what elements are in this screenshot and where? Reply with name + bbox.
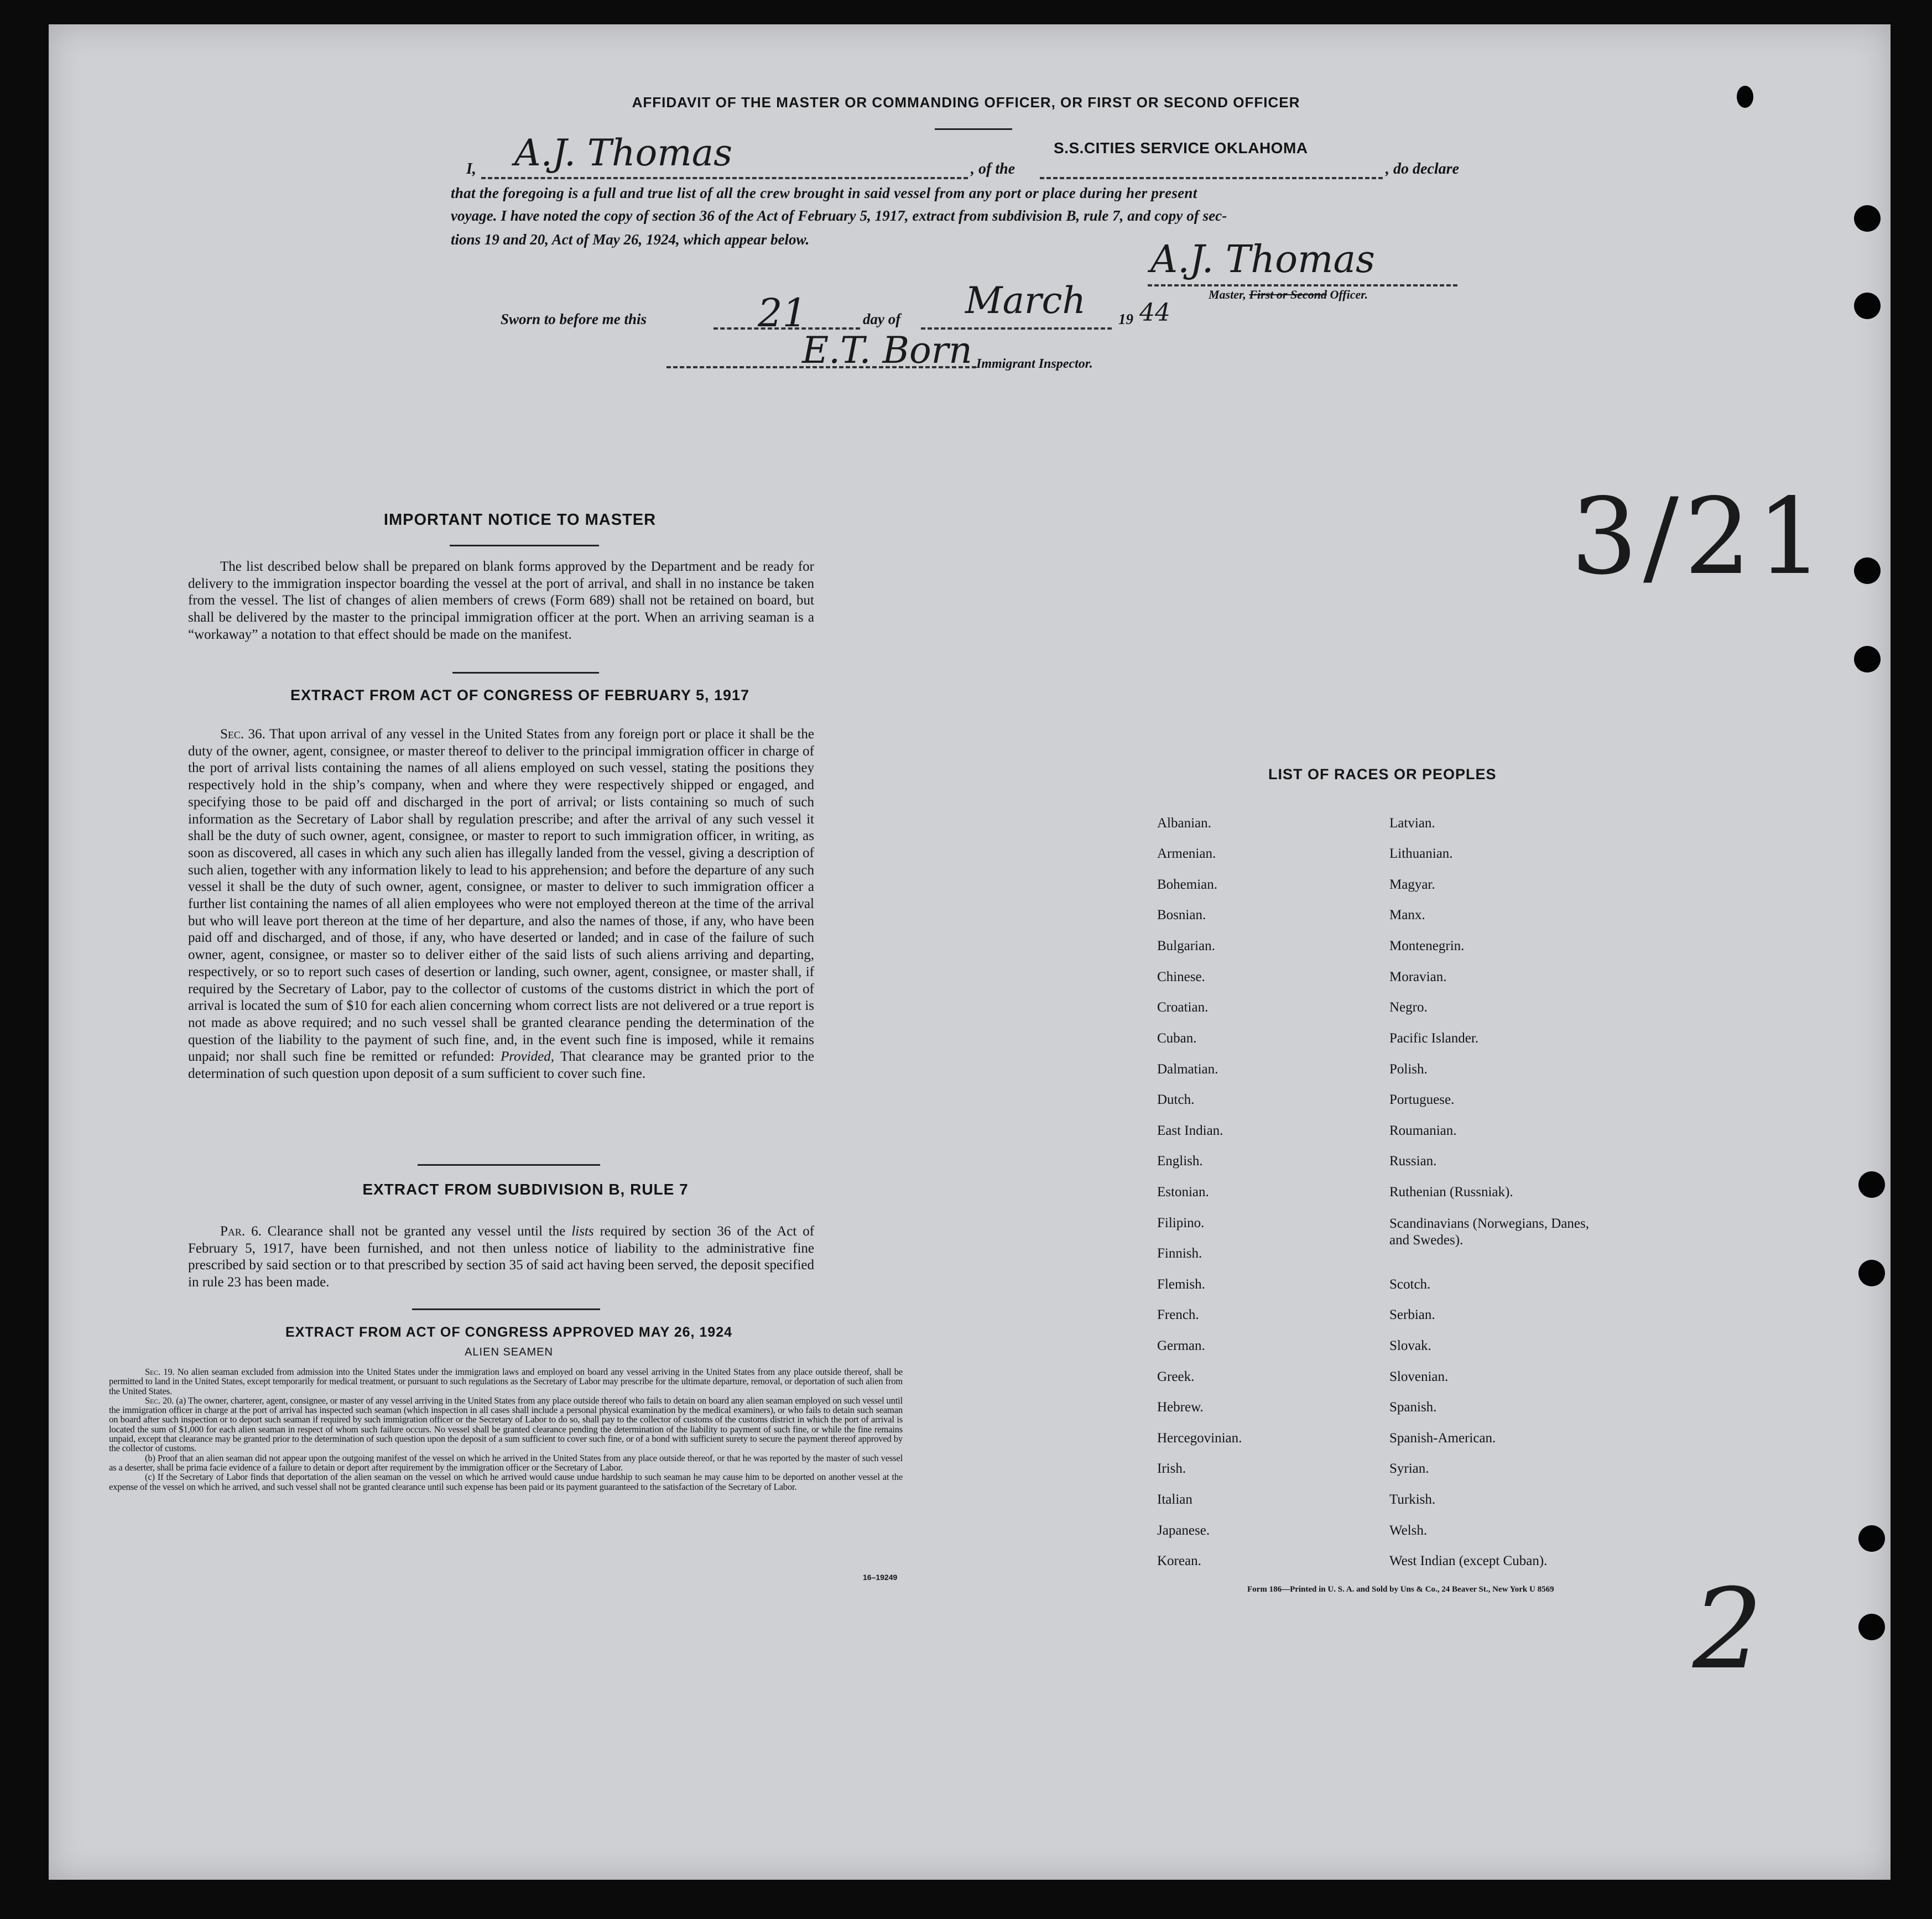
race-right-item: Welsh.	[1389, 1523, 1428, 1538]
race-right-item: Russian.	[1389, 1154, 1437, 1169]
race-right-item: Syrian.	[1389, 1461, 1429, 1476]
rule7-bottom-rule	[412, 1308, 600, 1310]
race-right-item: Turkish.	[1389, 1492, 1436, 1507]
signature-caption-officer: Officer.	[1326, 288, 1368, 301]
race-right-item: Polish.	[1389, 1062, 1428, 1077]
affidavit-of-the-label: , of the	[971, 160, 1016, 178]
vessel-field-line	[1040, 177, 1383, 179]
signature-caption-master: Master,	[1209, 288, 1249, 301]
year-prefix: 19	[1118, 311, 1133, 327]
sec-36-label: Sec. 36.	[220, 727, 265, 742]
year-hand: 44	[1139, 299, 1170, 327]
rule7-title: EXTRACT FROM SUBDIVISION B, RULE 7	[362, 1181, 689, 1198]
race-left-item: Cuban.	[1157, 1031, 1197, 1046]
sec-20b-paragraph: (b) Proof that an alien seaman did not appear upon the outgoing manifest of the vessel on which he arrived in the United States from any place outside thereof, or that he was reported by the master of such vessel as a deserter, shall be prima facie evidence of a failure to detain or deport after requirement by the immigration officer or the Secretary of Labor.	[109, 1452, 903, 1473]
race-left-item: Filipino.	[1157, 1216, 1205, 1230]
race-right-item: Serbian.	[1389, 1307, 1435, 1322]
printer-footer: Form 186—Printed in U. S. A. and Sold by Uns & Co., 24 Beaver St., New York U 8569	[1247, 1585, 1554, 1594]
race-right-item: Latvian.	[1389, 816, 1435, 831]
race-left-item: Hebrew.	[1157, 1400, 1204, 1415]
extract-1924-title: EXTRACT FROM ACT OF CONGRESS APPROVED MAY 26, 1924	[285, 1324, 733, 1340]
race-left-item: French.	[1157, 1307, 1199, 1322]
race-right-item: Manx.	[1389, 908, 1425, 922]
race-right-item: Ruthenian (Russniak).	[1389, 1185, 1513, 1200]
race-left-item: Finnish.	[1157, 1246, 1202, 1261]
sec-36-body: That upon arrival of any vessel in the United States from any foreign port or place it shall be the duty of the owner, agent, consignee, or master thereof to deliver to the principal immigration officer in charge of the port of arrival lists containing the names of all aliens employed on such vessel, stating the positions they respectively hold in the ship’s company, when and where they were respectively shipped or engaged, and specifying those to be paid off and discharged in the port of arrival; or lists containing so much of such information as the Secretary of Labor shall by regulation prescribe; and after the arrival of any such vessel it shall be the duty of such owner, agent, consignee, or master to report to such immigration officer, in writing, as soon as discovered, all cases in which any such alien has illegally landed from the vessel, giving a description of such alien, together with any information likely to lead to his apprehension; and before the departure of any such vessel it shall be the duty of such owner, agent, consignee, or master to deliver to such immigration officer a further list containing the names of all alien employees who were not employed thereon at the time of the arrival but who will leave port thereon at the time of her departure, and also the names of those, if any, who have been paid off and discharged, and of those, if any, who have deserted or landed; and in case of the failure of such owner, agent, consignee, or master so to deliver either of the said lists of such aliens arriving and departing, respectively, or so to report such cases of desertion or landing, such owner, agent, consignee, or master shall, if required by the Secretary of Labor, pay to the collector of customs of the customs district in which the port of arrival is located the sum of $10 for each alien concerning whom correct lists are not delivered or a true report is not made as above required; and no such vessel shall be granted clearance pending the determination of the question of the liability to the payment of such fine, and, in the event such fine is imposed, while it remains unpaid; nor shall such fine be remitted or refunded:	[188, 727, 815, 1065]
sec-20a-body: (a) The owner, charterer, agent, consignee, or master of any vessel arriving in the United States from any place outside thereof who fails to detain on board any alien seaman employed on such vessel until the immigration officer in charge at the port of arrival has inspected such seaman (which inspection in all cases shall include a personal physical examination by the medical examiners), or who fails to detain such seaman on board after such inspection or to deport such seaman if required by such immigration officer or the Secretary of Labor to do so, shall pay to the collector of customs of the customs district in which the port of arrival is located the sum of $1,000 for each alien seaman in respect of whom such failure occurs. No vessel shall be granted clearance pending the determination of the liability to payment of such fine, or while the fine remains unpaid, except that clearance may be granted prior to the determination of such question upon the deposit of a sum sufficient to cover such fine, or of a bond with sufficient surety to secure the payment thereof approved by the collector of customs.	[109, 1395, 903, 1454]
race-right-item: Pacific Islander.	[1389, 1031, 1479, 1046]
race-left-item: Hercegovinian.	[1157, 1431, 1242, 1446]
sec-20-label: Sec. 20.	[145, 1395, 174, 1406]
sec-19-label: Sec. 19.	[145, 1367, 175, 1377]
par-6-body-a: Clearance shall not be granted any vessel until the	[267, 1224, 566, 1239]
affidavit-title: AFFIDAVIT OF THE MASTER OR COMMANDING OFFICER, OR FIRST OR SECOND OFFICER	[632, 94, 1300, 111]
sec-36-end: That clearance may be granted prior to the determination of such question upon deposit of a sum sufficient to cover such fine.	[188, 1049, 814, 1082]
race-left-item: Japanese.	[1157, 1523, 1210, 1538]
extract-1917-bottom-rule	[418, 1164, 600, 1166]
sworn-label: Sworn to before me this	[501, 311, 647, 327]
inspector-signature: E.T. Born	[802, 329, 972, 372]
punch-hole-8	[1858, 1614, 1885, 1640]
notice-title-rule	[450, 545, 599, 546]
race-left-item: Armenian.	[1157, 846, 1216, 861]
sworn-month: March	[965, 279, 1086, 322]
sworn-day: 21	[758, 290, 808, 336]
race-right-item: Negro.	[1389, 1000, 1428, 1015]
punch-hole-4	[1854, 646, 1881, 672]
races-title: LIST OF RACES OR PEOPLES	[1268, 766, 1497, 783]
race-right-item: Spanish.	[1389, 1400, 1437, 1415]
name-field-line	[481, 177, 968, 179]
signature-caption	[1209, 288, 1368, 302]
vessel-stamp: S.S.CITIES SERVICE OKLAHOMA	[1054, 139, 1308, 157]
race-right-item: Slovenian.	[1389, 1369, 1449, 1384]
race-left-item: German.	[1157, 1338, 1205, 1353]
par-6-label: Par. 6.	[220, 1224, 262, 1239]
race-left-item: Bosnian.	[1157, 908, 1206, 922]
race-right-item: Portuguese.	[1389, 1092, 1455, 1107]
race-left-item: Chinese.	[1157, 969, 1205, 984]
race-left-item: Estonian.	[1157, 1185, 1209, 1200]
race-left-item: Dutch.	[1157, 1092, 1195, 1107]
race-left-item: Greek.	[1157, 1369, 1195, 1384]
master-signature-right: A.J. Thomas	[1150, 238, 1375, 281]
race-right-item: Scotch.	[1389, 1277, 1431, 1292]
race-left-item: English.	[1157, 1154, 1203, 1169]
sec-20a-paragraph	[109, 1396, 903, 1453]
race-left-item: Italian	[1157, 1492, 1192, 1507]
day-of-label: day of	[863, 311, 901, 327]
affidavit-i-label: I,	[466, 160, 476, 178]
notice-title: IMPORTANT NOTICE TO MASTER	[383, 511, 657, 529]
notice-text: The list described below shall be prepared on blank forms approved by the Department and be ready for delivery to the immigration inspector boarding the vessel at the port of arrival, and shall in no instance be taken from the vessel. The list of changes of alien members of crews (Form 689) shall not be retained on board, but shall be delivered by the master to the principal immigration officer at the port. When an arriving seaman is a “workaway” a notation to that effect should be made on the manifest.	[188, 559, 814, 642]
punch-hole-7	[1858, 1525, 1885, 1552]
race-right-item: Magyar.	[1389, 877, 1435, 892]
lists-word: lists	[571, 1224, 594, 1239]
race-left-item: Flemish.	[1157, 1277, 1205, 1292]
race-right-item: Slovak.	[1389, 1338, 1431, 1353]
race-right-item: Moravian.	[1389, 969, 1447, 984]
par-6-body-b: required by section 36 of the Act of February 5, 1917, have been furnished, and not then unless notice of liability to the administrative fine prescribed by said section or to that prescribed by section 35 of said act having been served, the deposit specified in rule 23 has been made.	[188, 1224, 815, 1290]
race-left-item: Dalmatian.	[1157, 1062, 1218, 1077]
margin-date-note: 3/21	[1571, 476, 1829, 598]
punch-hole-6	[1858, 1260, 1885, 1286]
punch-hole-2	[1854, 293, 1881, 319]
extract-1924-text	[109, 1367, 903, 1492]
punch-hole-3	[1854, 557, 1881, 584]
extract-1917-text	[188, 726, 814, 1083]
notice-bottom-rule	[452, 672, 599, 674]
sec-19-body: No alien seaman excluded from admission into the United States under the immigration laws and employed on board any vessel arriving in the United States from any place outside thereof, shall be permitted to land in the United States, except temporarily for medical treatment, or pursuant to such regulations as the Secretary of Labor may prescribe for the ultimate departure, removal, or deportation of such alien from the United States.	[109, 1367, 903, 1396]
race-left-item: Albanian.	[1157, 816, 1211, 831]
punch-hole-1	[1854, 205, 1881, 232]
race-left-item: Bulgarian.	[1157, 938, 1215, 953]
master-signature: A.J. Thomas	[514, 132, 733, 174]
signature-caption-struck: First or Second	[1249, 288, 1327, 301]
race-right-item: Lithuanian.	[1389, 846, 1453, 861]
provided-label: Provided,	[501, 1049, 555, 1065]
affidavit-title-rule	[935, 128, 1012, 130]
race-left-item: East Indian.	[1157, 1123, 1223, 1138]
race-right-item: West Indian (except Cuban).	[1389, 1553, 1548, 1568]
race-right-item: Scandinavians (Norwegians, Danes, and Swedes).	[1389, 1216, 1590, 1248]
form-number: 16–19249	[863, 1573, 898, 1582]
race-left-item: Bohemian.	[1157, 877, 1218, 892]
race-left-item: Korean.	[1157, 1553, 1201, 1568]
race-left-item: Irish.	[1157, 1461, 1186, 1476]
affidavit-do-declare: , do declare	[1386, 160, 1459, 178]
race-left-item: Croatian.	[1157, 1000, 1209, 1015]
affidavit-line-3: tions 19 and 20, Act of May 26, 1924, which appear below.	[451, 231, 810, 248]
sec-20c-paragraph: (c) If the Secretary of Labor finds that deportation of the alien seaman on the vessel on which he arrived would cause undue hardship to such seaman he may cause him to be deported on another vessel at the expense of the vessel on which he arrived, and such vessel shall not be granted clearance until such expense has been paid or its payment guaranteed to the satisfaction of the Secretary of Labor.	[109, 1472, 903, 1492]
affidavit-line-2: voyage. I have noted the copy of section 36 of the Act of February 5, 1917, extract from subdivision B, rule 7, and copy of sec-	[451, 207, 1227, 224]
race-right-item: Montenegrin.	[1389, 938, 1465, 953]
alien-seamen-subtitle: ALIEN SEAMEN	[465, 1346, 553, 1358]
punch-hole-5	[1858, 1171, 1885, 1198]
margin-page-mark: 2	[1693, 1565, 1763, 1694]
rule7-text	[188, 1223, 814, 1291]
extract-1917-title: EXTRACT FROM ACT OF CONGRESS OF FEBRUARY 5, 1917	[290, 687, 750, 703]
sec-19-paragraph	[109, 1367, 903, 1396]
signature-line	[1148, 284, 1457, 286]
race-right-item: Spanish-American.	[1389, 1431, 1496, 1446]
inspector-caption: Immigrant Inspector.	[976, 357, 1093, 371]
affidavit-line-1: that the foregoing is a full and true list of all the crew brought in said vessel from any port or place during her present	[451, 185, 1197, 201]
race-right-item: Roumanian.	[1389, 1123, 1457, 1138]
